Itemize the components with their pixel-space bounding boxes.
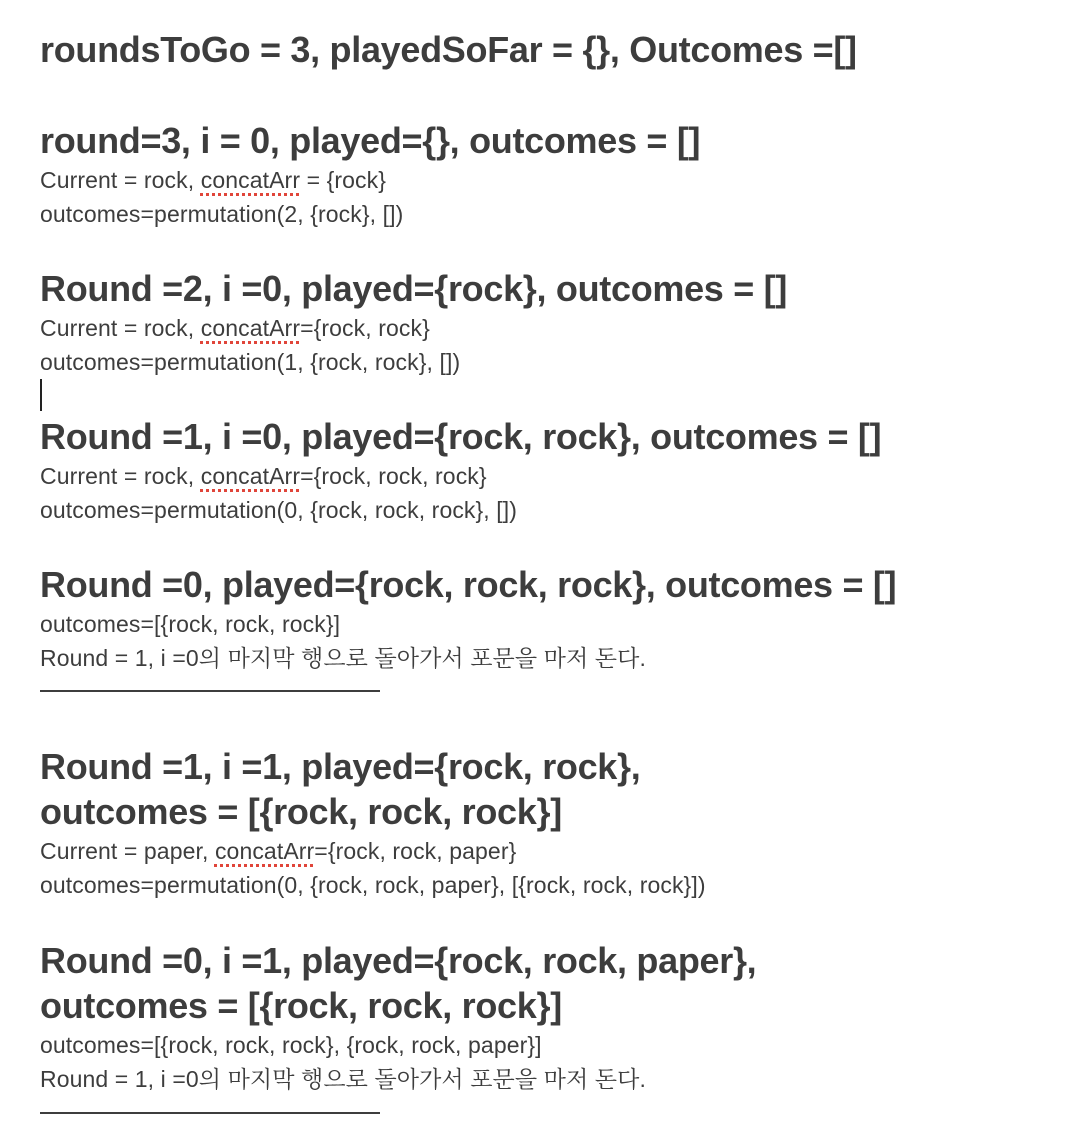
text-cursor bbox=[40, 379, 42, 411]
outcomes-line: outcomes=[{rock, rock, rock}, {rock, rock, paper}] bbox=[40, 1032, 542, 1058]
section-title: Round =0, played={rock, rock, rock}, outcomes = [] bbox=[40, 564, 897, 605]
section-round-0-rock bbox=[40, 562, 1080, 675]
divider-line bbox=[40, 1112, 380, 1114]
section-title-line-2: outcomes = [{rock, rock, rock}] bbox=[40, 985, 562, 1026]
section-round-1-i0 bbox=[40, 414, 1080, 527]
current-line: Current = rock, concatArr = {rock} bbox=[40, 167, 387, 193]
note-line: Round = 1, i =0의 마지막 행으로 돌아가서 포문을 마저 돈다. bbox=[40, 645, 646, 671]
section-title-line-1: Round =1, i =1, played={rock, rock}, bbox=[40, 746, 641, 787]
section-round-2 bbox=[40, 266, 1080, 379]
current-line: Current = rock, concatArr={rock, rock, rock} bbox=[40, 463, 487, 489]
heading-rounds-to-go bbox=[40, 27, 1080, 72]
section-round-1-i1 bbox=[40, 744, 1080, 902]
section-round-0-paper bbox=[40, 938, 1080, 1096]
misspelled-word[interactable]: concatArr bbox=[200, 167, 301, 193]
misspelled-word[interactable]: concatArr bbox=[200, 315, 301, 341]
outcomes-line: outcomes=permutation(1, {rock, rock}, []) bbox=[40, 349, 461, 375]
outcomes-line: outcomes=permutation(0, {rock, rock, paper}, [{rock, rock, rock}]) bbox=[40, 872, 706, 898]
section-title: Round =1, i =0, played={rock, rock}, outcomes = [] bbox=[40, 416, 882, 457]
outcomes-line: outcomes=[{rock, rock, rock}] bbox=[40, 611, 341, 637]
section-title: Round =2, i =0, played={rock}, outcomes = [] bbox=[40, 268, 788, 309]
misspelled-word[interactable]: concatArr bbox=[200, 463, 301, 489]
misspelled-word[interactable]: concatArr bbox=[214, 838, 315, 864]
section-round-3 bbox=[40, 118, 1080, 231]
outcomes-line: outcomes=permutation(2, {rock}, []) bbox=[40, 201, 404, 227]
section-title-line-1: Round =0, i =1, played={rock, rock, paper}, bbox=[40, 940, 757, 981]
current-line: Current = paper, concatArr={rock, rock, paper} bbox=[40, 838, 517, 864]
heading-text: roundsToGo = 3, playedSoFar = {}, Outcomes =[] bbox=[40, 29, 857, 70]
current-line: Current = rock, concatArr={rock, rock} bbox=[40, 315, 430, 341]
outcomes-line: outcomes=permutation(0, {rock, rock, rock}, []) bbox=[40, 497, 518, 523]
section-title: round=3, i = 0, played={}, outcomes = [] bbox=[40, 120, 701, 161]
section-title-line-2: outcomes = [{rock, rock, rock}] bbox=[40, 791, 562, 832]
divider-line bbox=[40, 690, 380, 692]
note-line: Round = 1, i =0의 마지막 행으로 돌아가서 포문을 마저 돈다. bbox=[40, 1066, 646, 1092]
